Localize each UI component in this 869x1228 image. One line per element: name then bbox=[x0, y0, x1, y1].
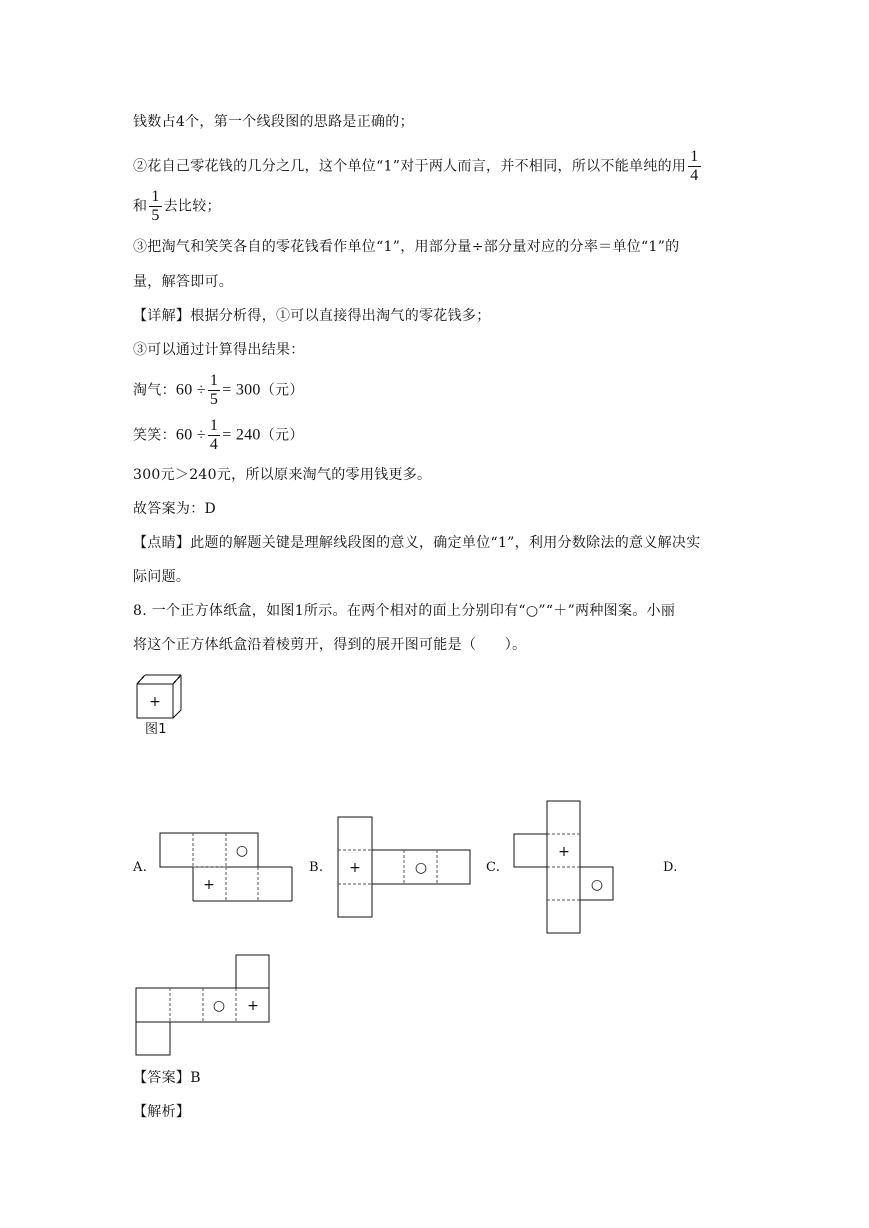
text-line-3-pre: 和 bbox=[133, 198, 148, 215]
equation-xiaoxiao-unit: （元） bbox=[260, 427, 304, 444]
text-line-5: 量，解答即可。 bbox=[133, 274, 234, 290]
text-line-2 bbox=[133, 148, 703, 185]
option-d-net[interactable] bbox=[133, 950, 278, 1060]
equation-xiaoxiao-result: = 240 bbox=[222, 426, 261, 444]
equation-xiaoxiao bbox=[133, 417, 304, 454]
equation-taoqi-result: = 300 bbox=[222, 381, 261, 399]
fraction-one-quarter: $\frac{1}{4}$ bbox=[690, 148, 699, 184]
question-8-line-2: 将这个正方体纸盒沿着棱剪开，得到的展开图可能是（ ）。 bbox=[133, 637, 527, 653]
equation-taoqi-unit: （元） bbox=[260, 382, 304, 399]
option-d-circle-symbol: ○ bbox=[212, 998, 226, 1014]
text-line-6: 【详解】根据分析得，①可以直接得出淘气的零花钱多； bbox=[133, 308, 491, 324]
question-8-line-1: 8. 一个正方体纸盒，如图1所示。在两个相对的面上分别印有“○”“＋”两种图案。小丽 bbox=[133, 603, 676, 619]
cube-plus-symbol: + bbox=[149, 694, 161, 710]
option-d-plus-symbol: + bbox=[247, 998, 259, 1014]
option-b-plus-symbol: + bbox=[349, 860, 361, 876]
equation-taoqi bbox=[133, 372, 304, 409]
equation-taoqi-fraction: $\frac{1}{5}$ bbox=[209, 372, 219, 408]
option-c-net[interactable] bbox=[510, 798, 625, 938]
text-line-3-post: 去比较； bbox=[163, 198, 221, 215]
option-c-circle-symbol: ○ bbox=[590, 877, 604, 893]
equation-xiaoxiao-left: 60 ÷ bbox=[175, 426, 206, 444]
equation-taoqi-left: 60 ÷ bbox=[175, 381, 206, 399]
answer-line: 【答案】B bbox=[133, 1070, 201, 1086]
text-line-4: ③把淘气和笑笑各自的零花钱看作单位“1”，用部分量÷部分量对应的分率＝单位“1”的 bbox=[133, 239, 680, 255]
option-d-label[interactable]: D. bbox=[663, 860, 678, 875]
text-line-10: 【点睛】此题的解题关键是理解线段图的意义，确定单位“1”，利用分数除法的意义解决实 bbox=[133, 535, 701, 551]
text-line-11: 际问题。 bbox=[133, 569, 191, 585]
text-line-8: 300元＞240元，所以原来淘气的零用钱更多。 bbox=[133, 467, 432, 483]
figure-caption: 图1 bbox=[145, 722, 167, 737]
option-a-label[interactable]: A. bbox=[133, 860, 148, 875]
option-b-net[interactable] bbox=[334, 812, 479, 922]
equation-xiaoxiao-fraction: $\frac{1}{4}$ bbox=[209, 417, 219, 453]
text-line-1: 钱数占4个，第一个线段图的思路是正确的； bbox=[133, 114, 414, 130]
option-a-net[interactable] bbox=[150, 826, 300, 906]
option-b-label[interactable]: B. bbox=[309, 860, 324, 875]
text-line-2-body: ②花自己零花钱的几分之几，这个单位“1”对于两人而言，并不相同，所以不能单纯的用 bbox=[133, 158, 687, 175]
option-c-plus-symbol: + bbox=[558, 844, 570, 860]
text-line-7: ③可以通过计算得出结果： bbox=[133, 342, 305, 358]
option-a-plus-symbol: + bbox=[203, 877, 215, 893]
option-c-label[interactable]: C. bbox=[486, 860, 501, 875]
option-a-circle-symbol: ○ bbox=[235, 843, 249, 859]
text-line-3 bbox=[133, 188, 221, 225]
analysis-heading: 【解析】 bbox=[133, 1104, 191, 1120]
equation-xiaoxiao-label: 笑笑： bbox=[133, 427, 176, 444]
equation-taoqi-label: 淘气： bbox=[133, 382, 176, 399]
option-b-circle-symbol: ○ bbox=[414, 860, 428, 876]
fraction-one-fifth: $\frac{1}{5}$ bbox=[151, 188, 160, 224]
text-line-9: 故答案为：D bbox=[133, 501, 217, 517]
